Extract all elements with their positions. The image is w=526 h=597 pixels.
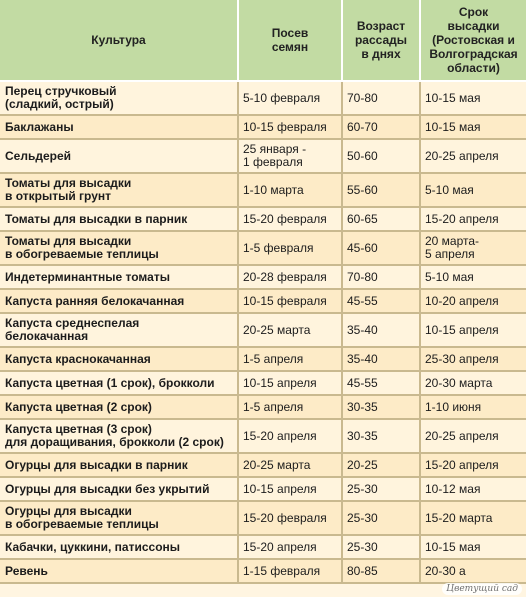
table-row <box>0 81 526 115</box>
table-row <box>0 419 526 453</box>
planting-date-cell: 20-25 апреля <box>420 139 526 173</box>
planting-date-cell: 10-12 мая <box>420 477 526 501</box>
header-seedling-age: Возраст рассады в днях <box>342 0 420 81</box>
table-row <box>0 313 526 347</box>
seedling-age-cell: 30-35 <box>342 419 420 453</box>
crop-cell: Томаты для высадки в обогреваемые теплицы <box>0 231 238 265</box>
crop-cell: Капуста цветная (3 срок) для доращивания, брокколи (2 срок) <box>0 419 238 453</box>
planting-date-cell: 15-20 марта <box>420 501 526 535</box>
sowing-cell: 1-5 апреля <box>238 395 342 419</box>
crop-cell: Огурцы для высадки в обогреваемые теплицы <box>0 501 238 535</box>
seedling-age-cell: 45-55 <box>342 289 420 313</box>
sowing-cell: 1-15 февраля <box>238 559 342 583</box>
planting-date-cell: 5-10 мая <box>420 173 526 207</box>
crop-cell: Капуста ранняя белокачанная <box>0 289 238 313</box>
crop-cell: Сельдерей <box>0 139 238 173</box>
planting-date-cell: 10-15 мая <box>420 115 526 139</box>
sowing-cell: 10-15 февраля <box>238 289 342 313</box>
seedling-age-cell: 60-65 <box>342 207 420 231</box>
seedling-age-cell: 25-30 <box>342 477 420 501</box>
sowing-cell: 25 января - 1 февраля <box>238 139 342 173</box>
crop-cell: Капуста цветная (1 срок), брокколи <box>0 371 238 395</box>
table-row <box>0 477 526 501</box>
crop-cell: Ревень <box>0 559 238 583</box>
table-row <box>0 289 526 313</box>
seedling-age-cell: 55-60 <box>342 173 420 207</box>
sowing-cell: 15-20 апреля <box>238 419 342 453</box>
crop-cell: Томаты для высадки в открытый грунт <box>0 173 238 207</box>
seedling-age-cell: 25-30 <box>342 535 420 559</box>
seedling-age-cell: 35-40 <box>342 347 420 371</box>
crop-cell: Томаты для высадки в парник <box>0 207 238 231</box>
table-row <box>0 139 526 173</box>
planting-date-cell: 20-30 марта <box>420 371 526 395</box>
seedling-age-cell: 60-70 <box>342 115 420 139</box>
planting-date-cell: 20 марта- 5 апреля <box>420 231 526 265</box>
sowing-cell: 1-10 марта <box>238 173 342 207</box>
planting-date-cell: 10-15 мая <box>420 81 526 115</box>
crop-cell: Индетерминантные томаты <box>0 265 238 289</box>
sowing-cell: 10-15 апреля <box>238 477 342 501</box>
crop-cell: Перец стручковый (сладкий, острый) <box>0 81 238 115</box>
header-planting-date: Срок высадки (Ростовская и Волгоградская области) <box>420 0 526 81</box>
sowing-cell: 15-20 апреля <box>238 535 342 559</box>
table-row <box>0 115 526 139</box>
planting-date-cell: 5-10 мая <box>420 265 526 289</box>
seedling-age-cell: 35-40 <box>342 313 420 347</box>
crop-cell: Баклажаны <box>0 115 238 139</box>
seedling-age-cell: 45-55 <box>342 371 420 395</box>
header-crop: Культура <box>0 0 238 81</box>
seedling-age-cell: 25-30 <box>342 501 420 535</box>
crop-cell: Капуста цветная (2 срок) <box>0 395 238 419</box>
crop-cell: Капуста краснокачанная <box>0 347 238 371</box>
table-row <box>0 347 526 371</box>
planting-date-cell: 15-20 апреля <box>420 207 526 231</box>
table-row <box>0 501 526 535</box>
table-row <box>0 265 526 289</box>
table-row <box>0 535 526 559</box>
sowing-cell: 1-5 февраля <box>238 231 342 265</box>
seedling-age-cell: 30-35 <box>342 395 420 419</box>
seedling-age-cell: 70-80 <box>342 265 420 289</box>
table-row <box>0 231 526 265</box>
seedling-age-cell: 50-60 <box>342 139 420 173</box>
table-row <box>0 559 526 583</box>
table-row <box>0 207 526 231</box>
sowing-cell: 15-20 февраля <box>238 207 342 231</box>
sowing-cell: 20-28 февраля <box>238 265 342 289</box>
table-row <box>0 371 526 395</box>
sowing-cell: 5-10 февраля <box>238 81 342 115</box>
planting-date-cell: 10-15 апреля <box>420 313 526 347</box>
planting-date-cell: 25-30 апреля <box>420 347 526 371</box>
seedling-age-cell: 20-25 <box>342 453 420 477</box>
header-row <box>0 0 526 81</box>
planting-date-cell: 20-30 а <box>420 559 526 583</box>
sowing-cell: 20-25 марта <box>238 453 342 477</box>
crop-cell: Капуста среднеспелая белокачанная <box>0 313 238 347</box>
sowing-cell: 10-15 апреля <box>238 371 342 395</box>
crop-cell: Огурцы для высадки без укрытий <box>0 477 238 501</box>
planting-date-cell: 10-15 мая <box>420 535 526 559</box>
crop-cell: Кабачки, цуккини, патиссоны <box>0 535 238 559</box>
sowing-cell: 20-25 марта <box>238 313 342 347</box>
planting-date-cell: 10-20 апреля <box>420 289 526 313</box>
seedling-age-cell: 80-85 <box>342 559 420 583</box>
sowing-cell: 10-15 февраля <box>238 115 342 139</box>
seedling-age-cell: 45-60 <box>342 231 420 265</box>
seedling-age-cell: 70-80 <box>342 81 420 115</box>
planting-date-cell: 1-10 июня <box>420 395 526 419</box>
watermark: Цветущий сад <box>442 583 522 595</box>
planting-date-cell: 20-25 апреля <box>420 419 526 453</box>
planting-date-cell: 15-20 апреля <box>420 453 526 477</box>
table-row <box>0 453 526 477</box>
table-row <box>0 395 526 419</box>
sowing-cell: 1-5 апреля <box>238 347 342 371</box>
table-row <box>0 173 526 207</box>
sowing-cell: 15-20 февраля <box>238 501 342 535</box>
header-sowing: Посев семян <box>238 0 342 81</box>
crop-cell: Огурцы для высадки в парник <box>0 453 238 477</box>
